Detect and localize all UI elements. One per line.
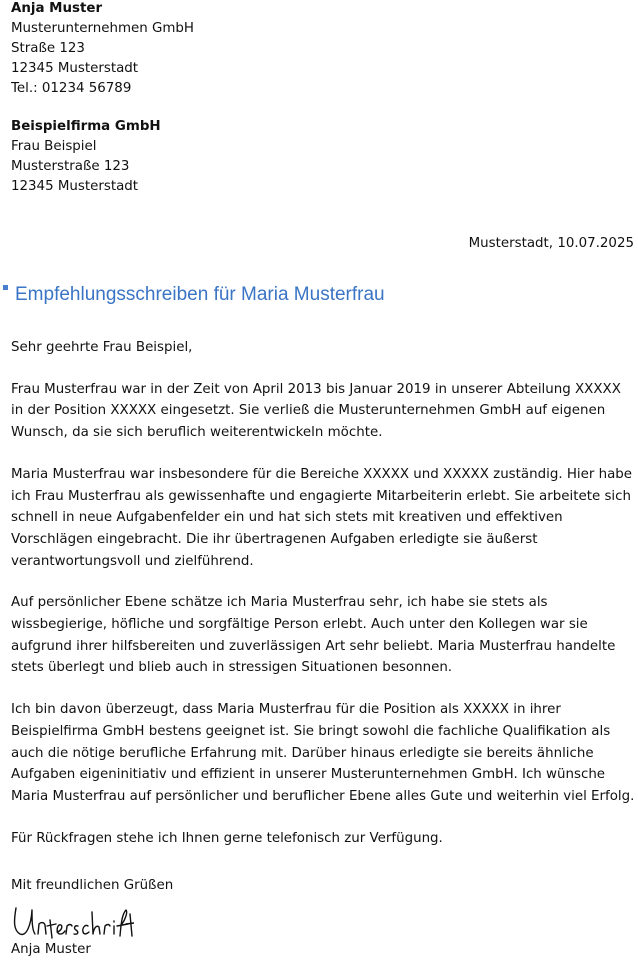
sender-phone: Tel.: 01234 56789 bbox=[11, 81, 132, 96]
signature-image bbox=[10, 900, 134, 944]
date-line: Musterstadt, 10.07.2025 bbox=[468, 236, 634, 251]
recipient-company: Beispielfirma GmbH bbox=[11, 119, 161, 134]
heading-marker-icon bbox=[3, 285, 8, 290]
letter-body bbox=[11, 337, 635, 869]
sender-address-block bbox=[11, 0, 194, 99]
sender-name: Anja Muster bbox=[11, 1, 103, 16]
body-paragraph-2: Maria Musterfrau war insbesondere für die Bereiche XXXXX und XXXXX zuständig. Hier habe ich Frau Musterfrau als gewissenhafte und engagierte Mitarbeiterin erlebt. Sie arbeitete sich schnell in neue Aufgabenfelder ein und hat sich stets mit kreativen und effektiven Vorschlägen eingebracht. Die ihr übertragenen Aufgaben erledigte sie äußerst verantwortungsvoll und zielführend. bbox=[11, 466, 633, 569]
sender-street: Straße 123 bbox=[11, 41, 85, 56]
body-paragraph-3: Auf persönlicher Ebene schätze ich Maria Musterfrau sehr, ich habe sie stets als wissbegierige, höfliche und sorgfältige Person erlebt. Auch unter den Kollegen war sie aufgrund ihrer hilfsbereiten und zuverlässigen Art sehr beliebt. Maria Musterfrau handelte stets überlegt und blieb auch in stressigen Situationen besonnen. bbox=[11, 595, 616, 676]
recipient-city: 12345 Musterstadt bbox=[11, 179, 139, 194]
closing-phrase: Mit freundlichen Grüßen bbox=[11, 878, 174, 893]
subject-text: Empfehlungsschreiben für Maria Musterfrau bbox=[15, 284, 385, 305]
recipient-address-block bbox=[11, 117, 161, 197]
sender-company: Musterunternehmen GmbH bbox=[11, 21, 194, 36]
sender-city: 12345 Musterstadt bbox=[11, 61, 139, 76]
body-paragraph-5: Für Rückfragen stehe ich Ihnen gerne telefonisch zur Verfügung. bbox=[11, 830, 443, 846]
recipient-street: Musterstraße 123 bbox=[11, 159, 130, 174]
body-paragraph-4: Ich bin davon überzeugt, dass Maria Musterfrau für die Position als XXXXX in ihrer Beispielfirma GmbH bestens geeignet ist. Sie bringt sowohl die fachliche Qualifikation als auch die nötige berufliche Erfahrung mit. Darüber hinaus erledigte sie bereits ähnliche Aufgaben eigeninitiativ und effizient in unserer Musterunternehmen GmbH. Ich wünsche Maria Musterfrau auf persönlicher und beruflicher Ebene alles Gute und weiterhin viel Erfolg. bbox=[11, 702, 635, 804]
recipient-contact: Frau Beispiel bbox=[11, 139, 97, 154]
body-paragraph-1: Frau Musterfrau war in der Zeit von April 2013 bis Januar 2019 in unserer Abteilung XXXXX in der Position XXXXX eingesetzt. Sie verließ die Musterunternehmen GmbH auf eigenen Wunsch, da sie sich beruflich weiterentwickeln möchte. bbox=[11, 381, 621, 441]
signer-name: Anja Muster bbox=[11, 942, 91, 957]
salutation: Sehr geehrte Frau Beispiel, bbox=[11, 340, 193, 355]
